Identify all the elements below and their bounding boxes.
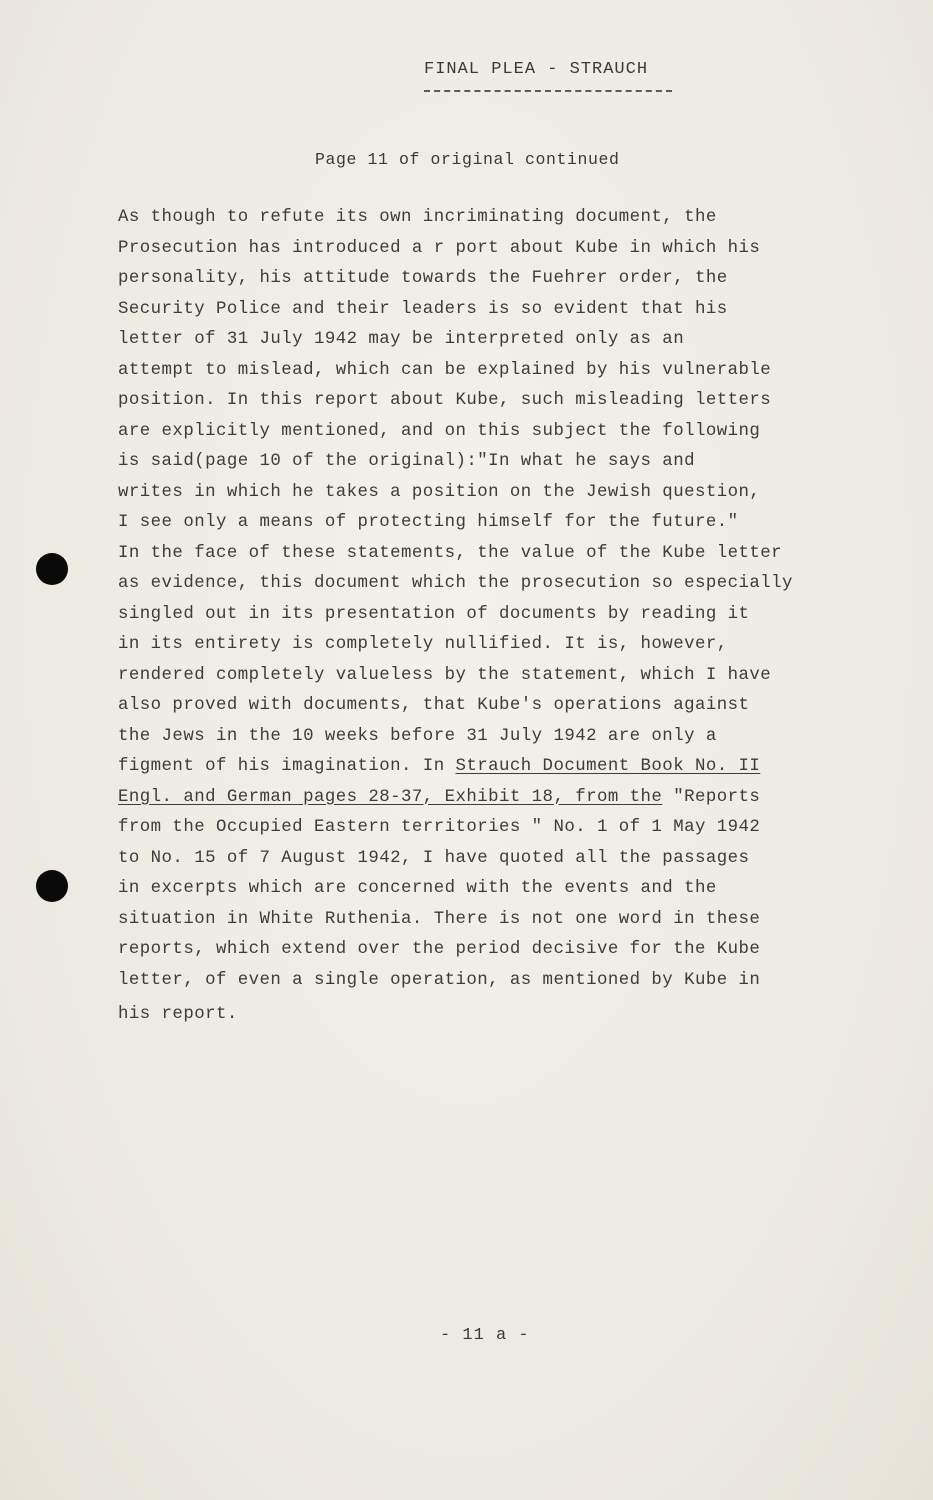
body-line-segment: "Reports (662, 787, 761, 807)
body-line-with-citation (118, 752, 858, 783)
body-line: from the Occupied Eastern territories " No. 1 of 1 May 1942 (118, 818, 761, 837)
body-line: situation in White Ruthenia. There is not one word in these (118, 909, 761, 929)
body-line: is said(page 10 of the original):"In what he says and (118, 452, 695, 471)
body-line: letter of 31 July 1942 may be interpreted only as an (118, 330, 685, 349)
body-line: Prosecution has introduced a r port about Kube in which his (118, 238, 761, 258)
body-line: are explicitly mentioned, and on this subject the following (118, 421, 761, 441)
body-line: in its entirety is completely nullified. It is, however, (118, 635, 728, 654)
body-line: as evidence, this document which the prosecution so especially (118, 574, 793, 593)
punch-hole (36, 553, 68, 585)
body-line: reports, which extend over the period decisive for the Kube (118, 940, 761, 959)
punch-hole (36, 870, 68, 902)
body-line: attempt to mislead, which can be explained by his vulnerable (118, 360, 772, 380)
body-line: position. In this report about Kube, such misleading letters (118, 391, 772, 410)
body-line: the Jews in the 10 weeks before 31 July 1942 are only a (118, 726, 717, 746)
body-line: to No. 15 of 7 August 1942, I have quoted all the passages (118, 848, 750, 868)
body-line: in excerpts which are concerned with the events and the (118, 879, 717, 898)
body-line: As though to refute its own incriminating document, the (118, 208, 717, 227)
underlined-citation: Strauch Document Book No. II (455, 757, 761, 776)
body-line: Security Police and their leaders is so evident that his (118, 299, 728, 319)
body-line: I see only a means of protecting himself for the future." (118, 513, 739, 532)
body-line: rendered completely valueless by the statement, which I have (118, 665, 772, 685)
body-line: also proved with documents, that Kube's operations against (118, 696, 750, 715)
title-underline-rule (424, 90, 672, 92)
body-line: letter, of even a single operation, as mentioned by Kube in (118, 970, 761, 990)
page-number: - 11 a - (440, 1326, 530, 1345)
body-line-segment: figment of his imagination. In (118, 757, 456, 776)
body-line: his report. (118, 1005, 238, 1024)
body-line-with-citation (118, 783, 858, 814)
body-line: personality, his attitude towards the Fuehrer order, the (118, 269, 728, 288)
underlined-citation: Engl. and German pages 28-37, Exhibit 18, from the (118, 787, 663, 807)
body-text (118, 203, 858, 1031)
body-line: In the face of these statements, the value of the Kube letter (118, 543, 783, 563)
body-line: writes in which he takes a position on the Jewish question, (118, 482, 761, 502)
document-title: FINAL PLEA - STRAUCH (424, 60, 649, 79)
body-line: singled out in its presentation of documents by reading it (118, 604, 750, 624)
page-reference: Page 11 of original continued (315, 150, 620, 169)
